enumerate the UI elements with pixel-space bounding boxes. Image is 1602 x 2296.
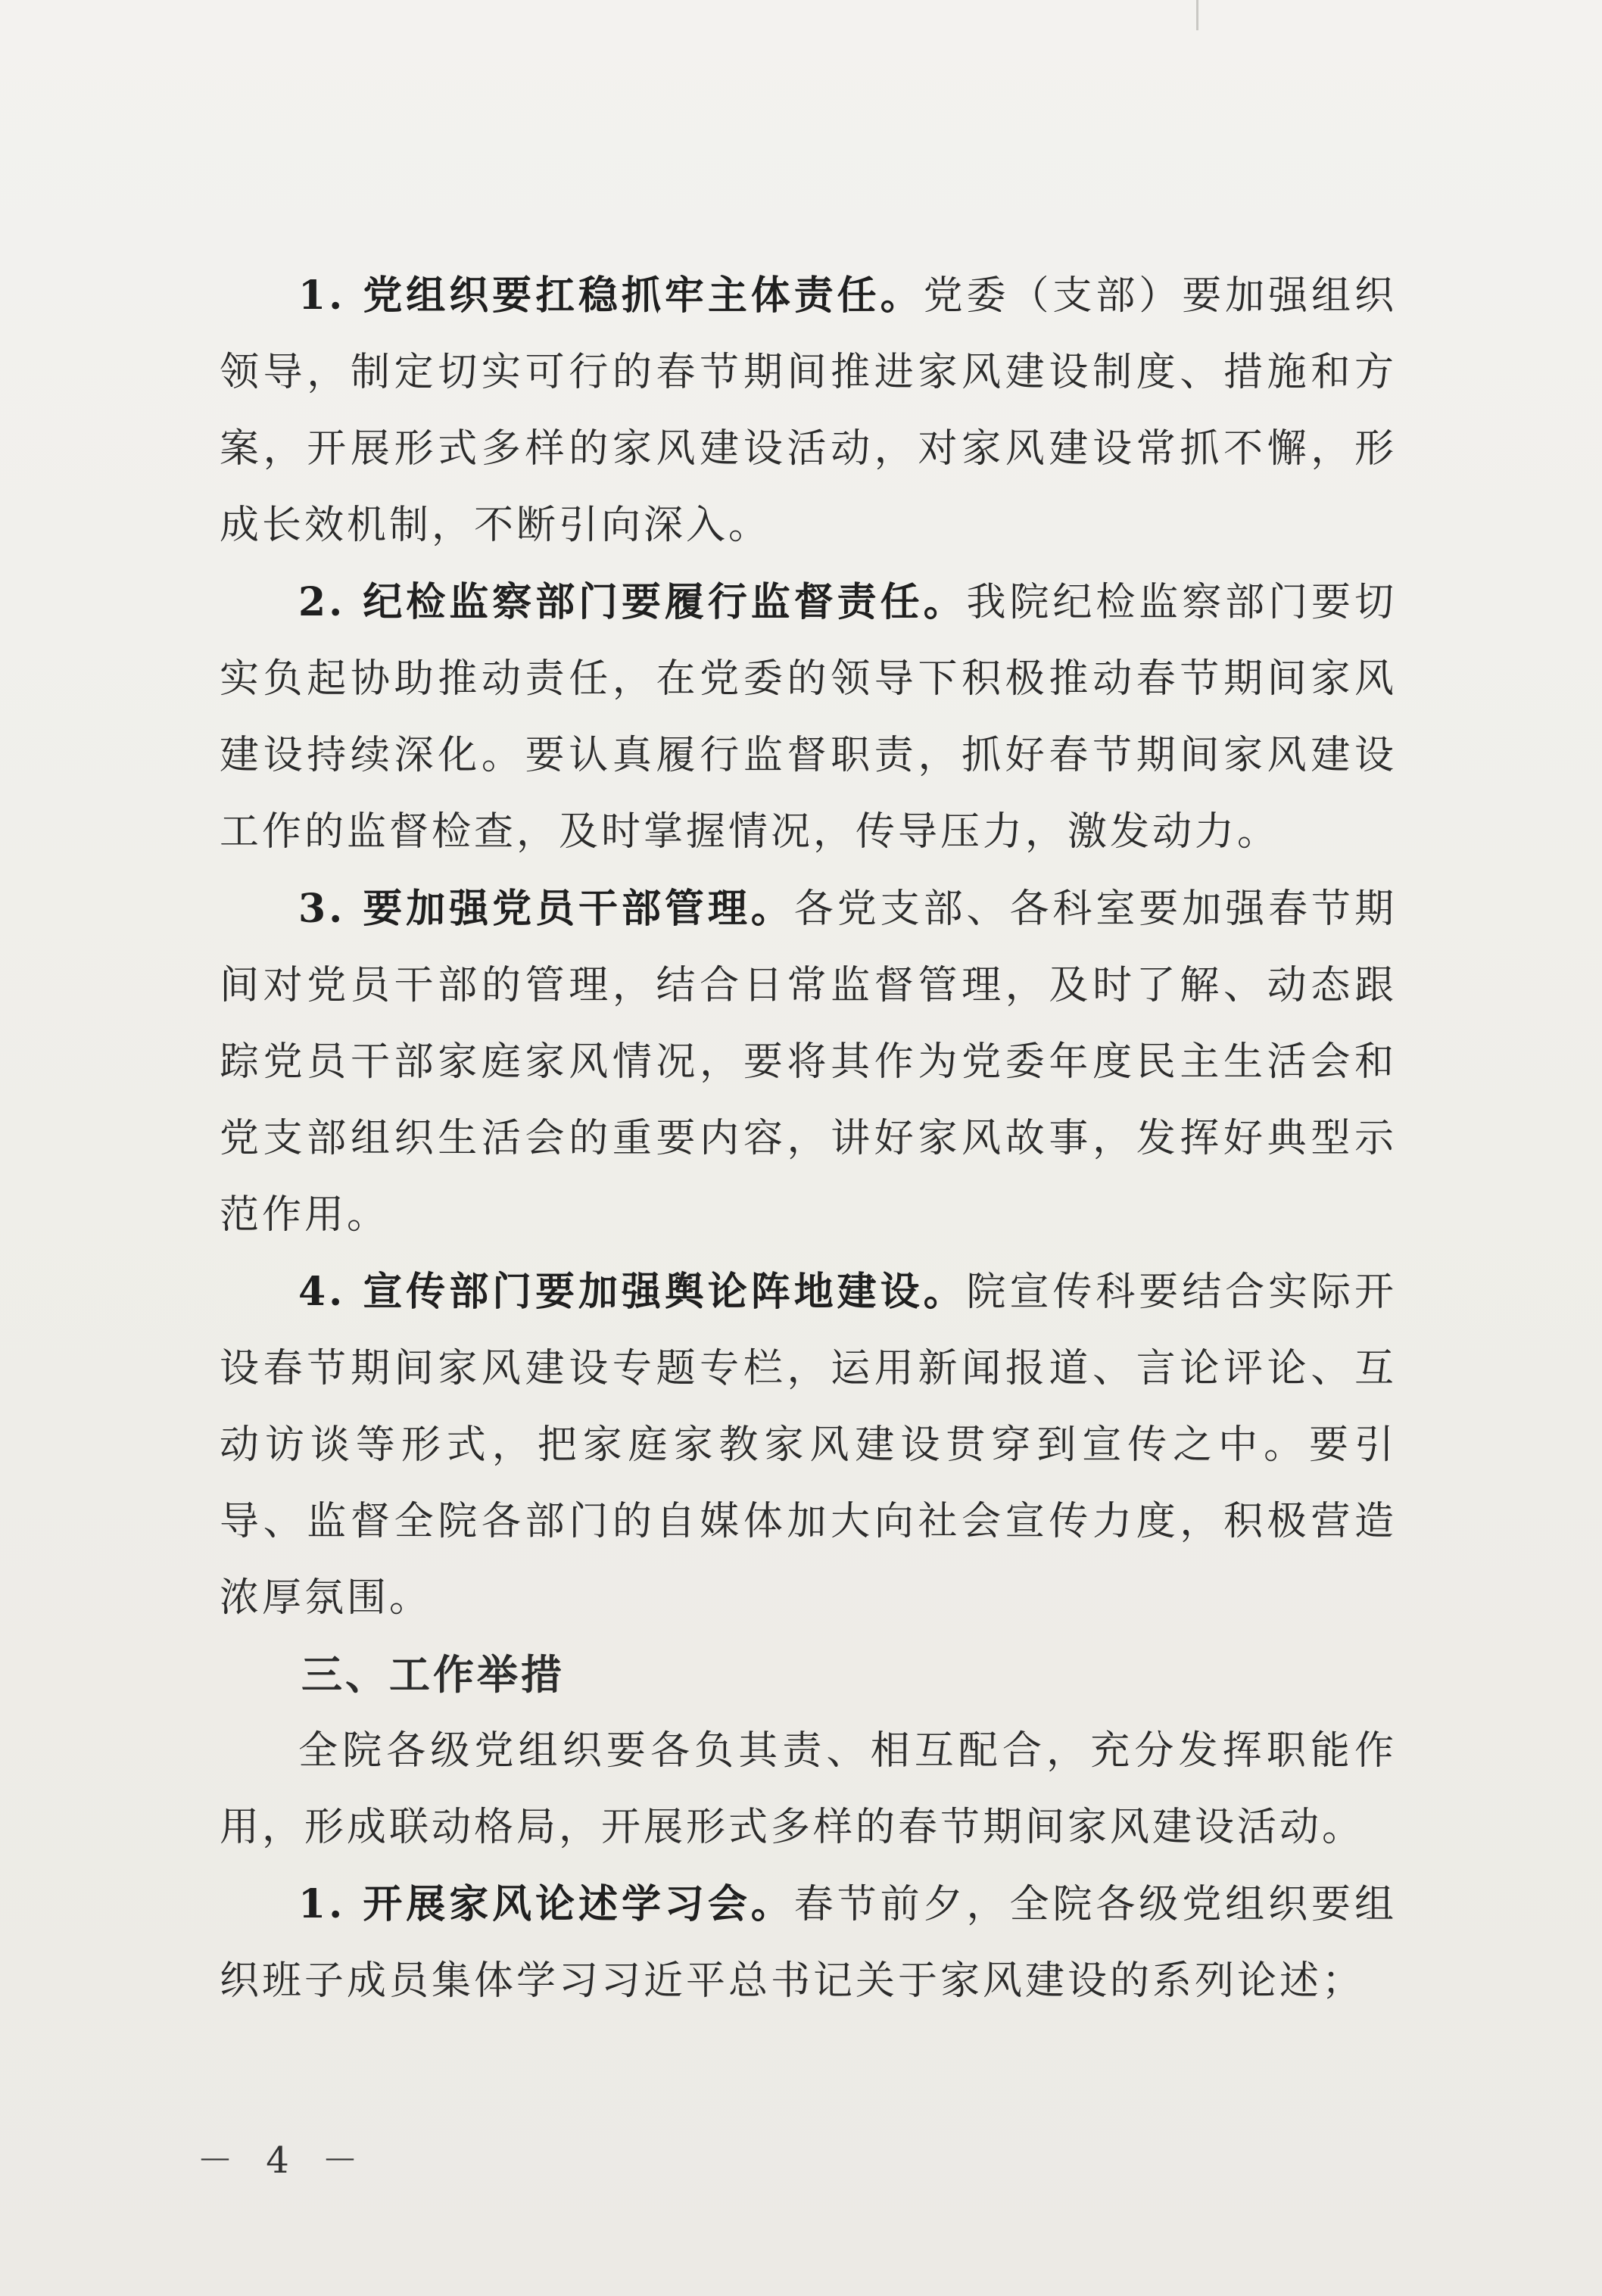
- paragraph-lead: 2. 纪检监察部门要履行监督责任。: [298, 579, 967, 625]
- paragraph-text: 春节前夕，全院各级党组织要组织班子成员集体学习习近平总书记关于家风建设的系列论述；: [220, 1882, 1397, 2004]
- paper-fold-line: [1196, 0, 1198, 30]
- responsibility-paragraph-1: [220, 257, 1397, 564]
- paragraph-lead: 3. 要加强党员干部管理。: [298, 886, 794, 932]
- paragraph-text: 院宣传科要结合实际开设春节期间家风建设专题专栏，运用新闻报道、言论评论、互动访谈等形式，把家庭家教家风建设贯穿到宣传之中。要引导、监督全院各部门的自媒体加大向社会宣传力度，积极营造浓厚氛围。: [220, 1269, 1397, 1621]
- page-number: － 4 －: [197, 2139, 369, 2182]
- paragraph-text: 我院纪检监察部门要切实负起协助推动责任，在党委的领导下积极推动春节期间家风建设持续深化。要认真履行监督职责，抓好春节期间家风建设工作的监督检查，及时掌握情况，传导压力，激发动力。: [220, 580, 1397, 855]
- paragraph-text: 各党支部、各科室要加强春节期间对党员干部的管理，结合日常监督管理，及时了解、动态跟踪党员干部家庭家风情况，要将其作为党委年度民主生活会和党支部组织生活会的重要内容，讲好家风故事，发挥好典型示范作用。: [220, 886, 1397, 1238]
- paragraph-text: 党委（支部）要加强组织领导，制定切实可行的春节期间推进家风建设制度、措施和方案，开展形式多样的家风建设活动，对家风建设常抓不懈，形成长效机制，不断引向深入。: [220, 273, 1397, 548]
- responsibility-paragraph-3: [220, 871, 1397, 1254]
- paragraph-lead: 1. 党组织要扛稳抓牢主体责任。: [298, 273, 924, 319]
- responsibility-paragraph-2: [220, 564, 1397, 871]
- paragraph-lead: 1. 开展家风论述学习会。: [298, 1881, 794, 1927]
- measure-paragraph-1: [220, 1866, 1397, 2020]
- paragraph-lead: 4. 宣传部门要加强舆论阵地建设。: [298, 1269, 967, 1315]
- responsibility-paragraph-4: [220, 1254, 1397, 1637]
- section-intro: 全院各级党组织要各负其责、相互配合，充分发挥职能作用，形成联动格局，开展形式多样的春节期间家风建设活动。: [220, 1728, 1397, 1850]
- document-body: [220, 257, 1397, 2020]
- section-heading: 三、工作举措: [301, 1650, 565, 1699]
